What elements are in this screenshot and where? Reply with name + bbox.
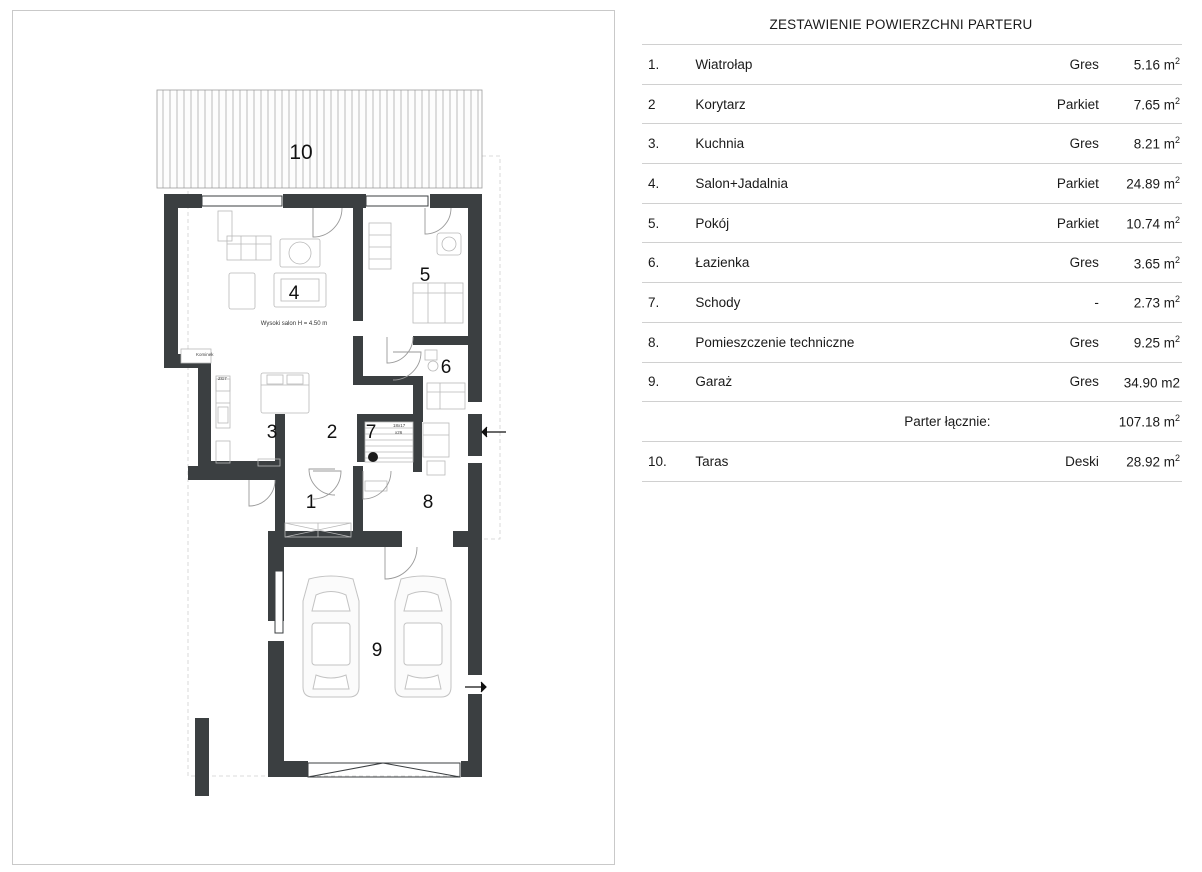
entry-hatch [285,523,351,537]
row-index: 2 [642,84,695,124]
room-number-4: 4 [288,283,300,304]
row-area-unit: 2 [1174,56,1180,67]
row-index: 5. [642,203,695,243]
area-schedule-table [642,44,1182,482]
row-area-unit: 2 [1174,95,1180,106]
table-row [642,362,1182,402]
room-number-2: 2 [326,422,338,443]
table-row [642,203,1182,243]
stairs-label-a: 18x17 [393,423,406,428]
walls [164,194,482,796]
row-name: Schody [695,283,990,323]
row-area-unit: 2 [1174,452,1180,463]
row-index: 4. [642,164,695,204]
car-icons [303,576,451,697]
row-area-unit: 2 [1174,175,1180,186]
summary-spacer [642,402,695,442]
room-number-8: 8 [422,492,434,513]
room-number-10: 10 [289,141,313,164]
row-area [1099,243,1182,283]
floor-plan-frame [12,10,615,865]
room-number-5: 5 [419,265,431,286]
row-material: Gres [991,243,1099,283]
summary-area-unit: 2 [1174,413,1180,424]
row-index: 9. [642,362,695,402]
row-index: 6. [642,243,695,283]
row-material: Gres [991,362,1099,402]
row-name: Kuchnia [695,124,990,164]
row-area-value: 7.65 m [1133,97,1175,113]
row-name: Pokój [695,203,990,243]
row-area [1099,203,1182,243]
terrace-hatch [157,90,482,188]
appliance-label: ZG7 [218,376,227,381]
row-index: 7. [642,283,695,323]
row-area-value: 28.92 m [1126,454,1175,470]
table-row [642,441,1182,481]
row-area [1099,283,1182,323]
row-index: 10. [642,441,695,481]
row-material: Parkiet [991,203,1099,243]
row-name: Korytarz [695,84,990,124]
row-area [1099,84,1182,124]
row-area-value: 3.65 m [1133,256,1175,272]
row-material: - [991,283,1099,323]
table-row [642,243,1182,283]
table-row [642,322,1182,362]
area-schedule-title: ZESTAWIENIE POWIERZCHNI PARTERU [769,17,1033,32]
floor-plan-drawing [13,11,614,864]
row-area [1099,362,1182,402]
row-material: Gres [991,322,1099,362]
row-area-unit: 2 [1174,333,1180,344]
row-material: Parkiet [991,164,1099,204]
summary-material-spacer [991,402,1099,442]
furniture-bed [261,373,309,413]
table-row [642,124,1182,164]
furniture-salon [218,211,326,309]
row-area-unit: 2 [1174,135,1180,146]
fireplace-label: Kominek [196,352,214,357]
row-material: Gres [991,124,1099,164]
row-name: Salon+Jadalnia [695,164,990,204]
row-index: 1. [642,45,695,85]
stairs-label-b: x26 [395,430,403,435]
row-area-value: 2.73 m [1133,295,1175,311]
salon-height-label: Wysoki salon H = 4.50 m [260,321,328,327]
area-schedule-panel [618,0,1202,872]
row-area [1099,45,1182,85]
row-area [1099,124,1182,164]
summary-area [1099,402,1182,442]
row-index: 3. [642,124,695,164]
row-name: Łazienka [695,243,990,283]
row-material: Parkiet [991,84,1099,124]
room-number-6: 6 [440,357,452,378]
table-row [642,45,1182,85]
summary-area-value: 107.18 m [1118,414,1175,430]
row-area-value: 9.25 m [1133,335,1175,351]
row-area-unit: 2 [1174,214,1180,225]
row-area [1099,164,1182,204]
row-material: Deski [991,441,1099,481]
table-row [642,283,1182,323]
room-number-9: 9 [371,640,383,661]
furniture-room5 [369,223,463,323]
row-index: 8. [642,322,695,362]
table-summary-row [642,402,1182,442]
row-area-value: 8.21 m [1133,136,1175,152]
row-area-value: 10.74 m [1126,216,1175,232]
row-name: Garaż [695,362,990,402]
row-area [1099,322,1182,362]
room-number-1: 1 [305,492,317,513]
room-number-7: 7 [365,422,377,443]
table-row [642,84,1182,124]
summary-label: Parter łącznie: [695,402,990,442]
row-name: Wiatrołap [695,45,990,85]
furniture-kitchen [216,376,280,466]
room-number-3: 3 [266,422,278,443]
row-area-value: 34.90 m2 [1123,375,1180,391]
row-name: Pomieszczenie techniczne [695,322,990,362]
row-area-unit: 2 [1174,294,1180,305]
row-name: Taras [695,441,990,481]
row-area [1099,441,1182,481]
row-area-value: 5.16 m [1133,57,1175,73]
boiler-label: I od [259,461,267,466]
row-material: Gres [991,45,1099,85]
row-area-value: 24.89 m [1126,176,1175,192]
row-area-unit: 2 [1174,254,1180,265]
table-row [642,164,1182,204]
